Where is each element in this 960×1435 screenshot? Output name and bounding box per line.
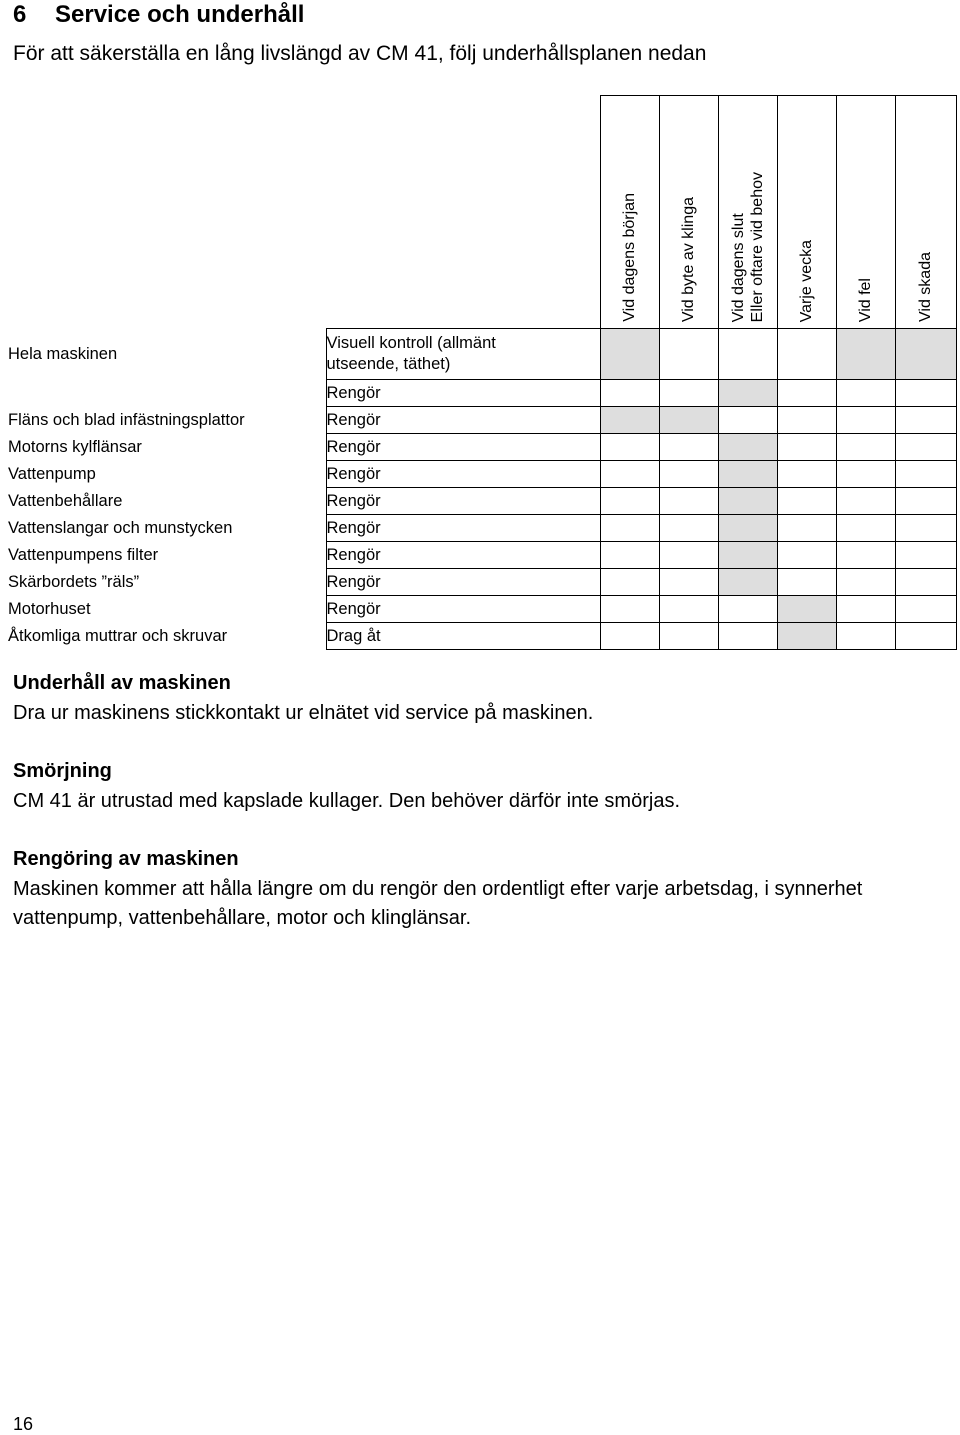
- component-cell: Åtkomliga muttrar och skruvar: [8, 627, 228, 645]
- schedule-empty-cell: [600, 488, 659, 515]
- schedule-mark-cell: [718, 569, 777, 596]
- column-header-line: Vid skada: [917, 252, 934, 322]
- schedule-empty-cell: [600, 515, 659, 542]
- column-header-line: Varje vecka: [798, 239, 815, 322]
- schedule-empty-cell: [895, 380, 956, 407]
- schedule-empty-cell: [777, 488, 836, 515]
- schedule-empty-cell: [718, 596, 777, 623]
- task-cell: Rengör: [326, 407, 600, 434]
- schedule-empty-cell: [895, 515, 956, 542]
- header-task: [326, 96, 600, 329]
- column-header-line: Vid byte av klinga: [680, 196, 697, 322]
- schedule-empty-cell: [895, 596, 956, 623]
- table-row: [8, 569, 956, 596]
- column-header-label: [797, 240, 816, 322]
- section-heading: [13, 0, 304, 30]
- schedule-empty-cell: [836, 407, 895, 434]
- schedule-mark-cell: [718, 461, 777, 488]
- maintenance-body: Dra ur maskinens stickkontakt ur elnätet vid service på maskinen.: [13, 702, 594, 724]
- schedule-mark-cell: [777, 623, 836, 650]
- task-cell: Drag åt: [326, 623, 600, 650]
- schedule-mark-cell: [718, 380, 777, 407]
- schedule-empty-cell: [777, 407, 836, 434]
- component-cell: Fläns och blad infästningsplattor: [8, 411, 245, 429]
- cleaning-body: Maskinen kommer att hålla längre om du rengör den ordentligt efter varje arbetsdag, i synnerhet vattenpump, vattenbehållare, motor och klinglänsar.: [13, 878, 863, 929]
- schedule-empty-cell: [836, 434, 895, 461]
- column-header-line: Eller oftare vid behov: [748, 171, 766, 322]
- schedule-header-row: [8, 96, 956, 329]
- schedule-empty-cell: [718, 623, 777, 650]
- schedule-empty-cell: [895, 623, 956, 650]
- page-number: 16: [13, 1414, 34, 1434]
- table-row: [8, 461, 956, 488]
- task-cell: Rengör: [326, 461, 600, 488]
- schedule-empty-cell: [718, 329, 777, 380]
- schedule-empty-cell: [895, 488, 956, 515]
- schedule-empty-cell: [777, 569, 836, 596]
- table-row: [8, 623, 956, 650]
- schedule-empty-cell: [600, 434, 659, 461]
- column-header-label: [679, 197, 698, 322]
- column-header-label: [729, 172, 767, 322]
- table-row: [8, 596, 956, 623]
- section-title: Service och underhåll: [55, 1, 305, 28]
- schedule-empty-cell: [836, 515, 895, 542]
- component-cell: Vattenslangar och munstycken: [8, 519, 233, 537]
- header-corner: [8, 96, 326, 329]
- component-cell: Vattenbehållare: [8, 492, 123, 510]
- schedule-empty-cell: [659, 542, 718, 569]
- component-cell: Motorhuset: [8, 600, 91, 618]
- task-cell: Rengör: [326, 542, 600, 569]
- table-row: [8, 515, 956, 542]
- schedule-empty-cell: [659, 569, 718, 596]
- schedule-empty-cell: [600, 623, 659, 650]
- component-cell: Motorns kylflänsar: [8, 438, 142, 456]
- component-cell: Vattenpumpens filter: [8, 546, 159, 564]
- schedule-empty-cell: [600, 596, 659, 623]
- schedule-mark-cell: [718, 542, 777, 569]
- schedule-empty-cell: [836, 623, 895, 650]
- schedule-empty-cell: [777, 329, 836, 380]
- schedule-empty-cell: [836, 542, 895, 569]
- lubrication-body: CM 41 är utrustad med kapslade kullager. Den behöver därför inte smörjas.: [13, 790, 681, 812]
- column-header-6: [895, 96, 956, 329]
- table-row: [8, 380, 956, 407]
- schedule-empty-cell: [777, 461, 836, 488]
- schedule-empty-cell: [836, 488, 895, 515]
- column-header-label: [916, 252, 935, 322]
- schedule-empty-cell: [777, 515, 836, 542]
- section-number: 6: [13, 1, 27, 28]
- task-cell: Rengör: [326, 434, 600, 461]
- schedule-mark-cell: [659, 407, 718, 434]
- column-header-5: [836, 96, 895, 329]
- task-cell: Rengör: [326, 596, 600, 623]
- component-cell: Vattenpump: [8, 465, 96, 483]
- schedule-empty-cell: [659, 434, 718, 461]
- schedule-empty-cell: [718, 407, 777, 434]
- table-row: [8, 329, 956, 380]
- schedule-mark-cell: [718, 434, 777, 461]
- component-cell: Skärbordets ”räls”: [8, 573, 140, 591]
- schedule-mark-cell: [836, 329, 895, 380]
- column-header-label: [856, 278, 875, 322]
- schedule-empty-cell: [600, 569, 659, 596]
- schedule-empty-cell: [836, 380, 895, 407]
- task-cell: Rengör: [326, 380, 600, 407]
- schedule-empty-cell: [659, 515, 718, 542]
- maintenance-schedule-table: [8, 95, 957, 650]
- schedule-empty-cell: [895, 434, 956, 461]
- column-header-2: [659, 96, 718, 329]
- schedule-body: [8, 329, 956, 650]
- column-header-line: Vid dagens början: [621, 193, 638, 322]
- task-cell: Visuell kontroll (allmänt utseende, täthet): [326, 329, 600, 380]
- schedule-empty-cell: [895, 542, 956, 569]
- table-row: [8, 488, 956, 515]
- column-header-line: Vid fel: [857, 277, 874, 322]
- schedule-empty-cell: [777, 542, 836, 569]
- schedule-empty-cell: [895, 407, 956, 434]
- column-header-line: Vid dagens slut: [729, 212, 747, 322]
- schedule-empty-cell: [659, 596, 718, 623]
- schedule-empty-cell: [659, 623, 718, 650]
- column-header-label: [620, 193, 639, 322]
- schedule-mark-cell: [718, 515, 777, 542]
- schedule-empty-cell: [600, 461, 659, 488]
- schedule-empty-cell: [659, 329, 718, 380]
- schedule-empty-cell: [777, 434, 836, 461]
- task-cell: Rengör: [326, 515, 600, 542]
- table-row: [8, 542, 956, 569]
- schedule-mark-cell: [777, 596, 836, 623]
- task-cell: Rengör: [326, 488, 600, 515]
- cleaning-title: Rengöring av maskinen: [13, 848, 239, 870]
- schedule-empty-cell: [836, 596, 895, 623]
- schedule-empty-cell: [659, 461, 718, 488]
- schedule-empty-cell: [836, 461, 895, 488]
- table-row: [8, 434, 956, 461]
- schedule-mark-cell: [600, 329, 659, 380]
- task-cell: Rengör: [326, 569, 600, 596]
- schedule-empty-cell: [600, 380, 659, 407]
- schedule-mark-cell: [600, 407, 659, 434]
- schedule-empty-cell: [659, 380, 718, 407]
- schedule-empty-cell: [777, 380, 836, 407]
- column-header-4: [777, 96, 836, 329]
- schedule-empty-cell: [836, 569, 895, 596]
- maintenance-title: Underhåll av maskinen: [13, 672, 231, 694]
- component-cell: Hela maskinen: [8, 345, 118, 363]
- component-cell: [8, 380, 326, 407]
- schedule-mark-cell: [718, 488, 777, 515]
- column-header-1: [600, 96, 659, 329]
- section-intro: För att säkerställa en lång livslängd av CM 41, följ underhållsplanen nedan: [13, 42, 707, 65]
- column-header-3: [718, 96, 777, 329]
- schedule-empty-cell: [659, 488, 718, 515]
- lubrication-title: Smörjning: [13, 760, 112, 782]
- schedule-mark-cell: [895, 329, 956, 380]
- schedule-empty-cell: [895, 569, 956, 596]
- table-row: [8, 407, 956, 434]
- schedule-empty-cell: [600, 542, 659, 569]
- schedule-empty-cell: [895, 461, 956, 488]
